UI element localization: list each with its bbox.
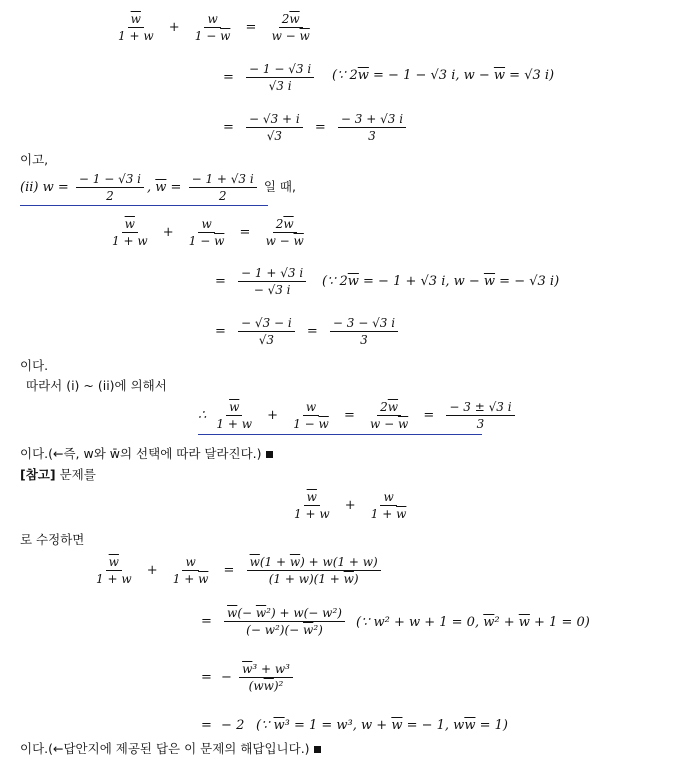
equation-conclusion: ∴ $\frac{\overline{w}}{1 + w}$ + $\frac{w}{1 - \overline{w}}$ = $\frac{2\overline{w}}{w - \overline{w}}$ = $\frac{- 3 \pm √3 i}{3}$	[198, 400, 518, 431]
equation-step2-case-ii: = $\frac{- 1 + √3 i}{- √3 i}$	[210, 266, 309, 297]
reference-heading	[20, 467, 96, 483]
equation-modified-step2: = $\frac{\overline{w}(- \overline{w}^2) + w(- w^2)}{(- w^2)(- \overline{w}^2)}$	[196, 606, 348, 637]
reason-case-i: (∵ $2\overline{w}$ = − 1 − √3 i, $w - \overline{w} = √3$ i)	[332, 68, 555, 83]
case-ii-condition: (ii) w = $\frac{- 1 - √3 i}{2}$ , $\overline{w}$ = $\frac{- 1 + √3 i}{2}$ 일 때,	[20, 172, 296, 203]
text-igo: 이고,	[20, 152, 49, 167]
text-note-depends-choice: 이다.(←즉, w와 w̄의 선택에 따라 달라진다.)	[20, 446, 273, 462]
end-square-icon	[266, 451, 273, 458]
equation-modified-step3: = − $\frac{\overline{w}^3 + w^3}{(w\overline{w})^2}$	[196, 662, 296, 693]
text-answer-note: 이다.(←답안지에 제공된 답은 이 문제의 해답입니다.)	[20, 741, 321, 757]
equation-modified-problem: $\frac{\overline{w}}{1 + w}$ + $\frac{w}{1 + \overline{w}}$	[294, 490, 407, 521]
text-therefore-by-cases: 따라서 (i) ~ (ii)에 의해서	[26, 378, 167, 393]
equation-step3-case-i: = $\frac{- √3 + i}{√3}$ = $\frac{- 3 + √3 i}{3}$	[218, 112, 409, 143]
equation-modified-result: = − 2	[201, 718, 245, 733]
text-ida-1: 이다.	[20, 358, 49, 373]
equation-sum-case-ii: $\frac{\overline{w}}{1 + w}$ + $\frac{w}{1 - \overline{w}}$ = $\frac{2\overline{w}}{w - \overline{w}}$	[112, 217, 304, 248]
underline-case-ii	[20, 205, 268, 206]
underline-conclusion	[198, 434, 482, 435]
equation-step2-case-i: = $\frac{- 1 - √3 i}{√3 i}$	[218, 62, 317, 93]
reason-case-ii: (∵ $2\overline{w}$ = − 1 + √3 i, $w - \overline{w}$ = − √3 i)	[322, 274, 560, 289]
reason-modified-result: (∵ $\overline{w}^3 = 1 = w^3$, $w + \overline{w}$ = − 1, $w\overline{w} = 1$)	[256, 718, 508, 733]
equation-step3-case-ii: = $\frac{- √3 - i}{√3}$ = $\frac{- 3 - √3 i}{3}$	[210, 316, 401, 347]
text-if-modified: 로 수정하면	[20, 532, 85, 547]
text-problem: 문제를	[59, 467, 96, 482]
reference-label: [참고]	[20, 467, 56, 482]
end-square-icon-2	[314, 746, 321, 753]
text-ildae: 일 때,	[263, 179, 296, 194]
equation-modified-step1: $\frac{\overline{w}}{1 + w}$ + $\frac{w}{1 + \overline{w}}$ = $\frac{\overline{w}(1 + \overline{w}) + w(1 + w)}{(1 + w)(1 + \overline{w})}$	[90, 555, 384, 586]
reason-modified-step2: (∵ w² + w + 1 = 0, $\overline{w}^2 + \overline{w} + 1 = 0$)	[356, 615, 590, 630]
equation-sum-case-i: $\frac{\overline{w}}{1 + w}$ + $\frac{w}{1 - \overline{w}}$ = $\frac{2\overline{w}}{w - \overline{w}}$	[118, 12, 310, 43]
